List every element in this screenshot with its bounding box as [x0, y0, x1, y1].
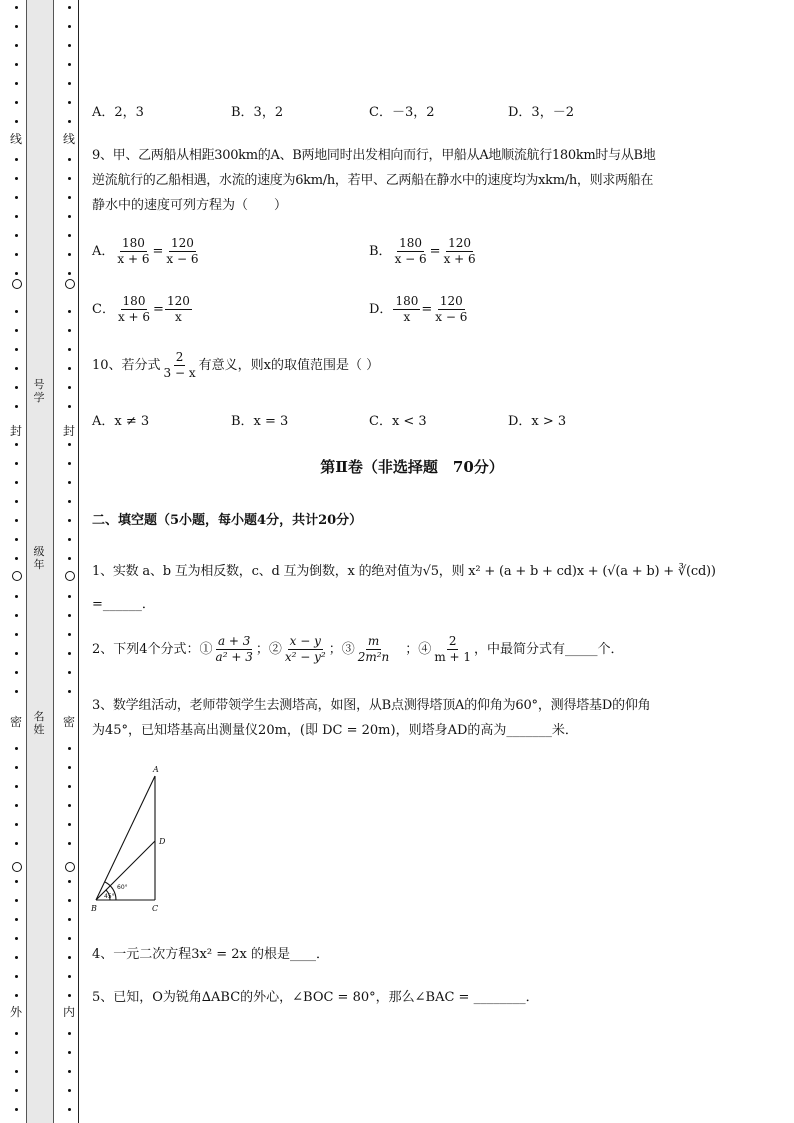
binding-dot — [15, 671, 18, 674]
binding-dot — [68, 196, 71, 199]
binding-dot — [68, 823, 71, 826]
binding-dot — [15, 120, 18, 123]
binding-dot — [68, 690, 71, 693]
binding-dot — [15, 994, 18, 997]
binding-dot — [68, 1070, 71, 1073]
q9-option-d-label: D． — [369, 302, 393, 317]
binding-dot — [15, 272, 18, 275]
q10-option-b: B．x = 3 — [231, 414, 289, 429]
q10-option-a: A．x ≠ 3 — [92, 414, 150, 429]
fill2-line — [92, 634, 624, 665]
numerator: 180 — [121, 236, 145, 250]
binding-dot — [15, 804, 18, 807]
binding-dot — [68, 443, 71, 446]
denominator: x − 6 — [166, 252, 199, 266]
numerator: 120 — [170, 236, 194, 250]
seal-mark-outer-secret: 密 — [10, 715, 23, 729]
binding-dot — [15, 500, 18, 503]
binding-dot — [15, 367, 18, 370]
binding-dot — [68, 804, 71, 807]
binding-dot — [68, 994, 71, 997]
fill1-line2: =______． — [92, 597, 155, 612]
q8-option-c: C．－3，2 — [369, 105, 435, 120]
binding-dot — [15, 595, 18, 598]
binding-dot — [15, 348, 18, 351]
q8-option-b: B．3，2 — [231, 105, 284, 120]
binding-dot — [68, 158, 71, 161]
binding-dot — [68, 310, 71, 313]
q8-option-a: A．2，3 — [92, 105, 144, 120]
binding-dot — [15, 101, 18, 104]
numerator: 120 — [439, 294, 463, 308]
label-d: D — [159, 837, 166, 846]
hole-mark-left-1 — [12, 279, 22, 289]
binding-dot — [15, 310, 18, 313]
binding-dot — [15, 234, 18, 237]
label-c: C — [152, 904, 159, 913]
binding-dot — [15, 329, 18, 332]
denominator: 2m²n — [357, 650, 390, 664]
hole-mark-right-1 — [65, 279, 75, 289]
binding-dot — [15, 633, 18, 636]
binding-dot — [68, 25, 71, 28]
q8-option-d: D．3，－2 — [508, 105, 574, 120]
binding-dot — [68, 519, 71, 522]
binding-dot — [68, 1051, 71, 1054]
binding-dot — [68, 500, 71, 503]
seal-mark-inner-seal: 封 — [63, 424, 76, 438]
binding-dot — [68, 842, 71, 845]
binding-dot — [15, 1070, 18, 1073]
numerator: 2 — [448, 634, 457, 648]
field-student-number: 号学 — [33, 378, 45, 404]
q10-suffix: 有意义，则x的取值范围是（ ） — [198, 358, 380, 373]
binding-dot — [68, 614, 71, 617]
q10-stem — [92, 350, 379, 381]
binding-dot — [68, 348, 71, 351]
seal-mark-inner-line: 线 — [63, 132, 76, 146]
binding-dot — [15, 6, 18, 9]
q9-option-a-label: A． — [92, 244, 115, 259]
q9-option-c: C． $\frac{180}{x + 6}$ = $\frac{120}{x}$ — [92, 294, 190, 324]
binding-dot — [68, 481, 71, 484]
binding-dot — [15, 196, 18, 199]
fill2-sep: ；② — [255, 642, 282, 657]
binding-dot — [68, 234, 71, 237]
binding-dot — [68, 557, 71, 560]
q9-option-c-label: C． — [92, 302, 115, 317]
binding-dot — [15, 519, 18, 522]
denominator: m + 1 — [434, 650, 472, 664]
part2-title: 第Ⅱ卷（非选择题 70分） — [320, 458, 504, 476]
q10-prefix: 10、若分式 — [92, 358, 161, 373]
denominator: x + 6 — [443, 252, 476, 266]
numerator: 180 — [399, 236, 423, 250]
binding-dot — [15, 1089, 18, 1092]
hole-mark-right-3 — [65, 862, 75, 872]
binding-dot — [15, 785, 18, 788]
binding-dot — [15, 823, 18, 826]
binding-dot — [68, 82, 71, 85]
denominator: x — [403, 310, 411, 324]
binding-dot — [15, 177, 18, 180]
binding-dot — [68, 386, 71, 389]
binding-dot — [68, 747, 71, 750]
segment-bd — [96, 841, 155, 900]
binding-dot — [68, 880, 71, 883]
binding-dot — [68, 975, 71, 978]
binding-dot — [15, 1051, 18, 1054]
fill2-sep: ；③ — [328, 642, 355, 657]
numerator: a + 3 — [217, 634, 251, 648]
hole-mark-left-2 — [12, 571, 22, 581]
fill2-prefix: 2、下列4个分式：① — [92, 642, 213, 657]
label-b: B — [91, 904, 97, 913]
fill4-line: 4、一元二次方程3x² = 2x 的根是____． — [92, 947, 329, 962]
binding-dot — [68, 253, 71, 256]
seal-mark-outer-seal: 封 — [10, 424, 23, 438]
binding-dot — [68, 652, 71, 655]
binding-dot — [68, 937, 71, 940]
tower-figure — [86, 762, 186, 918]
denominator: x − 6 — [394, 252, 427, 266]
binding-dot — [68, 538, 71, 541]
numerator: x − y — [289, 634, 321, 648]
binding-dot — [68, 595, 71, 598]
hole-mark-left-3 — [12, 862, 22, 872]
binding-dot — [15, 386, 18, 389]
seal-mark-inner: 内 — [63, 1005, 76, 1019]
binding-dot — [68, 120, 71, 123]
fill2-sep: ；④ — [392, 642, 432, 657]
fill3-line1: 3、数学组活动，老师带领学生去测塔高，如图，从B点测得塔顶A的仰角为60°，测得塔基D的仰角 — [92, 698, 651, 713]
binding-dot — [15, 82, 18, 85]
binding-dot — [68, 101, 71, 104]
binding-dot — [15, 918, 18, 921]
binding-dot — [68, 918, 71, 921]
binding-dot — [68, 1089, 71, 1092]
binding-dot — [68, 1032, 71, 1035]
binding-dot — [15, 443, 18, 446]
denominator: x − 6 — [435, 310, 468, 324]
denominator: a² + 3 — [215, 650, 253, 664]
binding-dot — [68, 899, 71, 902]
numerator: 180 — [395, 294, 419, 308]
seal-mark-inner-secret: 密 — [63, 715, 76, 729]
seal-mark-outer: 外 — [10, 1005, 23, 1019]
binding-dot — [15, 690, 18, 693]
section2-title: 二、填空题（5小题，每小题4分，共计20分） — [92, 513, 363, 528]
fill3-line2: 为45°，已知塔基高出测量仪20m，(即 DC = 20m)，则塔身AD的高为_______米． — [92, 723, 578, 738]
numerator: 120 — [166, 294, 190, 308]
denominator: x² − y² — [284, 650, 326, 664]
binding-dot — [15, 937, 18, 940]
binding-dot — [68, 405, 71, 408]
fill2-suffix: ，中最简分式有_____个． — [474, 642, 624, 657]
binding-dot — [15, 975, 18, 978]
binding-dot — [15, 1032, 18, 1035]
binding-dot — [15, 1108, 18, 1111]
binding-dot — [15, 652, 18, 655]
label-a: A — [153, 765, 159, 774]
binding-dot — [15, 158, 18, 161]
numerator: 2 — [175, 350, 184, 364]
q10-option-d: D．x > 3 — [508, 414, 567, 429]
binding-dot — [68, 63, 71, 66]
q10-option-c: C．x < 3 — [369, 414, 427, 429]
field-class: 级年 — [33, 545, 45, 571]
binding-dot — [68, 633, 71, 636]
q9-stem-line3: 静水中的速度可列方程为（ ） — [92, 198, 288, 213]
binding-dot — [68, 215, 71, 218]
binding-dot — [68, 785, 71, 788]
segment-ba — [96, 776, 155, 900]
q9-stem-line2: 逆流航行的乙船相遇，水流的速度为6km/h，若甲、乙两船在静水中的速度均为xkm/h，则求两船在 — [92, 173, 654, 188]
q9-option-b-label: B． — [369, 244, 392, 259]
binding-dot — [15, 405, 18, 408]
binding-dot — [68, 367, 71, 370]
denominator: x + 6 — [117, 252, 150, 266]
q9-option-d: D． $\frac{180}{x}$ = $\frac{120}{x - 6}$ — [369, 294, 468, 324]
binding-dot — [15, 557, 18, 560]
binding-dot — [15, 766, 18, 769]
binding-dot — [68, 44, 71, 47]
binding-dot — [15, 25, 18, 28]
q9-option-b: B． $\frac{180}{x - 6}$ = $\frac{120}{x + 6}$ — [369, 236, 476, 266]
binding-border-line — [78, 0, 79, 1123]
binding-dot — [15, 842, 18, 845]
q9-stem-line1: 9、甲、乙两船从相距300km的A、B两地同时出发相向而行，甲船从A地顺流航行180km时与从B地 — [92, 148, 656, 163]
binding-dot — [68, 956, 71, 959]
binding-dot — [68, 766, 71, 769]
q9-option-a: A． $\frac{180}{x + 6}$ = $\frac{120}{x - 6}$ — [92, 236, 199, 266]
binding-dot — [68, 671, 71, 674]
binding-dot — [15, 44, 18, 47]
binding-dot — [15, 253, 18, 256]
numerator: 120 — [448, 236, 472, 250]
binding-dot — [15, 899, 18, 902]
binding-dot — [15, 614, 18, 617]
fill1-line1: 1、实数 a、b 互为相反数，c、d 互为倒数，x 的绝对值为√5，则 x² + (a + b + cd)x + (√(a + b) + ∛(cd)) — [92, 564, 716, 579]
field-name: 名姓 — [33, 710, 45, 736]
denominator: 3 − x — [163, 366, 196, 380]
seal-mark-outer-line: 线 — [10, 132, 23, 146]
fill5-line: 5、已知，O为锐角∆ABC的外心，∠BOC = 80°，那么∠BAC = ________． — [92, 990, 539, 1005]
label-angle-45: 45° — [104, 893, 115, 900]
binding-dot — [68, 1108, 71, 1111]
binding-dot — [15, 63, 18, 66]
binding-dot — [15, 956, 18, 959]
binding-dot — [68, 177, 71, 180]
binding-dot — [68, 272, 71, 275]
label-angle-60: 60° — [117, 884, 128, 891]
binding-dot — [15, 538, 18, 541]
binding-dot — [68, 329, 71, 332]
binding-dot — [15, 880, 18, 883]
numerator: 180 — [122, 294, 146, 308]
denominator: x — [175, 310, 182, 324]
numerator: m — [367, 634, 380, 648]
binding-dot — [15, 747, 18, 750]
binding-dot — [15, 481, 18, 484]
hole-mark-right-2 — [65, 571, 75, 581]
denominator: x + 6 — [117, 310, 151, 324]
binding-dot — [68, 6, 71, 9]
binding-dot — [15, 215, 18, 218]
